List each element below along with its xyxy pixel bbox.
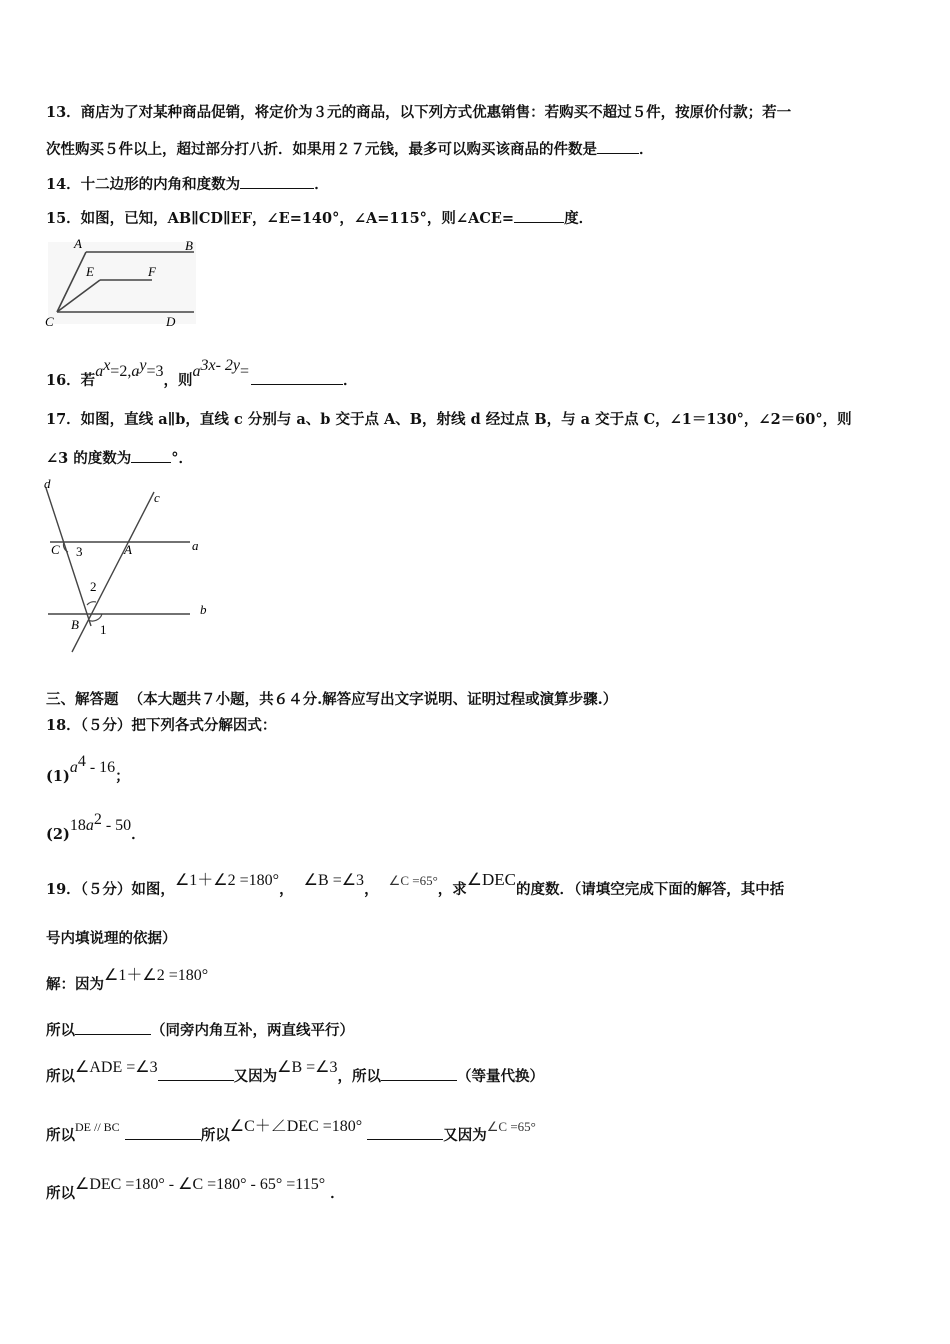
- q15-end: 度．: [564, 210, 594, 227]
- q19-step3-blank2[interactable]: [367, 1125, 443, 1140]
- section3-note: （本大题共７小题，共６４分.解答应写出文字说明、证明过程或演算步骤.）: [128, 691, 618, 708]
- q19-step1: 所以 （同旁内角互补，两直线平行）: [46, 1022, 354, 1039]
- q17-text: ∠3 的度数为: [46, 450, 132, 467]
- label-3: 3: [76, 544, 83, 559]
- label-B: B: [185, 238, 193, 253]
- q18-p2-label: (2): [46, 825, 70, 843]
- q19-step2-blank2[interactable]: [381, 1066, 457, 1081]
- q19-step2: 所以∠ADE =∠3又因为∠B =∠3，所以 （等量代换）: [46, 1059, 544, 1085]
- ray-d: [46, 488, 91, 626]
- section3-title: 三、解答题: [46, 691, 119, 708]
- q17-figure: [38, 474, 218, 660]
- q17-answer-blank[interactable]: [131, 448, 171, 463]
- q16: [46, 357, 358, 391]
- q19-solution-start: [46, 967, 209, 995]
- label-C: C: [51, 542, 60, 557]
- q17-line1: 17．如图，直线 a∥b，直线 c 分别与 a、b 交于点 A、B，射线 d 经过点 B，与 a 交于点 C，∠1＝130°，∠2＝60°，则: [46, 411, 852, 428]
- q15-text: 15．如图，已知，AB∥CD∥EF，∠E=140°，∠A=115°，则∠ACE=: [46, 210, 515, 227]
- q18-p1-expression: $a^4 - 16$: [69, 753, 116, 776]
- q19-cond2: ∠B =∠3: [303, 872, 365, 889]
- label-F: F: [148, 264, 156, 279]
- q15: [46, 208, 593, 229]
- q18-p1-end: ；: [115, 767, 130, 785]
- q19-step3-blank1[interactable]: [125, 1125, 201, 1140]
- q19-sol-eq: ∠1＋∠2 =180°: [104, 967, 209, 984]
- q19-step3-eq: DE // BC: [75, 1120, 120, 1134]
- label-1: 1: [100, 622, 107, 637]
- q18-p2-end: ．: [131, 825, 146, 843]
- q19-cond3: ∠C =65°: [388, 873, 438, 888]
- q19-step1-blank[interactable]: [75, 1020, 151, 1035]
- q16-end: ．: [343, 371, 358, 389]
- label-E: E: [86, 264, 94, 279]
- q14: [46, 174, 329, 195]
- q19-step4-eq: ∠DEC =180° - ∠C =180° - 65° =115°: [75, 1176, 326, 1193]
- q18-p2-expression: $18a^2 - 50$: [69, 811, 132, 834]
- q13-line2: [46, 139, 654, 160]
- q17-line2: [46, 448, 193, 469]
- q19-step4: 所以∠DEC =180° - ∠C =180° - 65° =115° ．: [46, 1176, 345, 1202]
- q18-part1: [46, 753, 130, 787]
- q13-text: 次性购买５件以上，超过部分打八折．如果用２７元钱，最多可以购买该商品的件数是: [46, 141, 597, 158]
- q19-target: ∠DEC: [466, 870, 517, 889]
- q16-prefix: 16．若: [46, 371, 96, 389]
- q18-text: 18．（５分）把下列各式分解因式：: [46, 717, 277, 734]
- q19-step4-end: ．: [330, 1185, 345, 1202]
- label-d: d: [44, 476, 51, 491]
- q18-part2: [46, 811, 146, 845]
- q19-step3-eq3: ∠C =65°: [486, 1119, 536, 1134]
- q14-end: ．: [314, 176, 329, 193]
- angle2-arc: [87, 602, 96, 605]
- label-A: A: [124, 542, 132, 557]
- q19-step2-reason: （等量代换）: [456, 1068, 544, 1085]
- q16-expression: $a^{3x- 2y}=$: [192, 357, 250, 380]
- label-D: D: [166, 314, 176, 329]
- q14-answer-blank[interactable]: [240, 174, 314, 189]
- q13-answer-blank[interactable]: [597, 139, 639, 154]
- label-2: 2: [90, 579, 97, 594]
- q19-step2-blank1[interactable]: [158, 1066, 234, 1081]
- q19-suffix: 的度数．（请填空完成下面的解答，其中括: [516, 881, 785, 898]
- q15-figure: [44, 236, 204, 331]
- label-c: c: [154, 490, 160, 505]
- q19-step3: 所以$^{DE // BC}$ 所以∠C＋∠DEC =180° 又因为∠C =65°: [46, 1118, 536, 1144]
- q13-end: ．: [639, 141, 654, 158]
- label-a: a: [192, 538, 199, 553]
- q19-line1: 19．（５分）如图，∠1＋∠2 =180°， ∠B =∠3， ∠C =65°，求∠DEC的度数．（请填空完成下面的解答，其中括: [46, 870, 785, 898]
- q19-prefix: 19．（５分）如图，: [46, 881, 175, 898]
- q19-step2-eq: ∠ADE =∠3: [75, 1059, 158, 1076]
- line-c: [72, 492, 154, 652]
- q19-line2: 号内填说理的依据）: [46, 930, 177, 947]
- label-C: C: [45, 314, 54, 329]
- label-B: B: [71, 617, 79, 632]
- q18-p1-label: (1): [46, 767, 70, 785]
- q19-step1-reason: （同旁内角互补，两直线平行）: [151, 1022, 354, 1039]
- q19-sol-label: 解：因为: [46, 976, 104, 993]
- q16-mid: ，则: [163, 371, 193, 389]
- q16-condition: $a^x=2,a^y=3$: [95, 357, 164, 380]
- label-A: A: [74, 236, 82, 251]
- q19-cond1: ∠1＋∠2 =180°: [174, 872, 280, 889]
- q16-answer-blank[interactable]: [251, 370, 343, 385]
- q19-step2-eq2: ∠B =∠3: [277, 1059, 338, 1076]
- q14-text: 14．十二边形的内角和度数为: [46, 176, 241, 193]
- section3-heading: [46, 690, 617, 710]
- q15-answer-blank[interactable]: [514, 208, 564, 223]
- label-b: b: [200, 602, 207, 617]
- q17-end: °．: [171, 450, 194, 467]
- q13-line1: 13．商店为了对某种商品促销，将定价为３元的商品，以下列方式优惠销售：若购买不超过５件，按原价付款；若一: [46, 104, 792, 121]
- q19-step3-eq2: ∠C＋∠DEC =180°: [229, 1118, 363, 1135]
